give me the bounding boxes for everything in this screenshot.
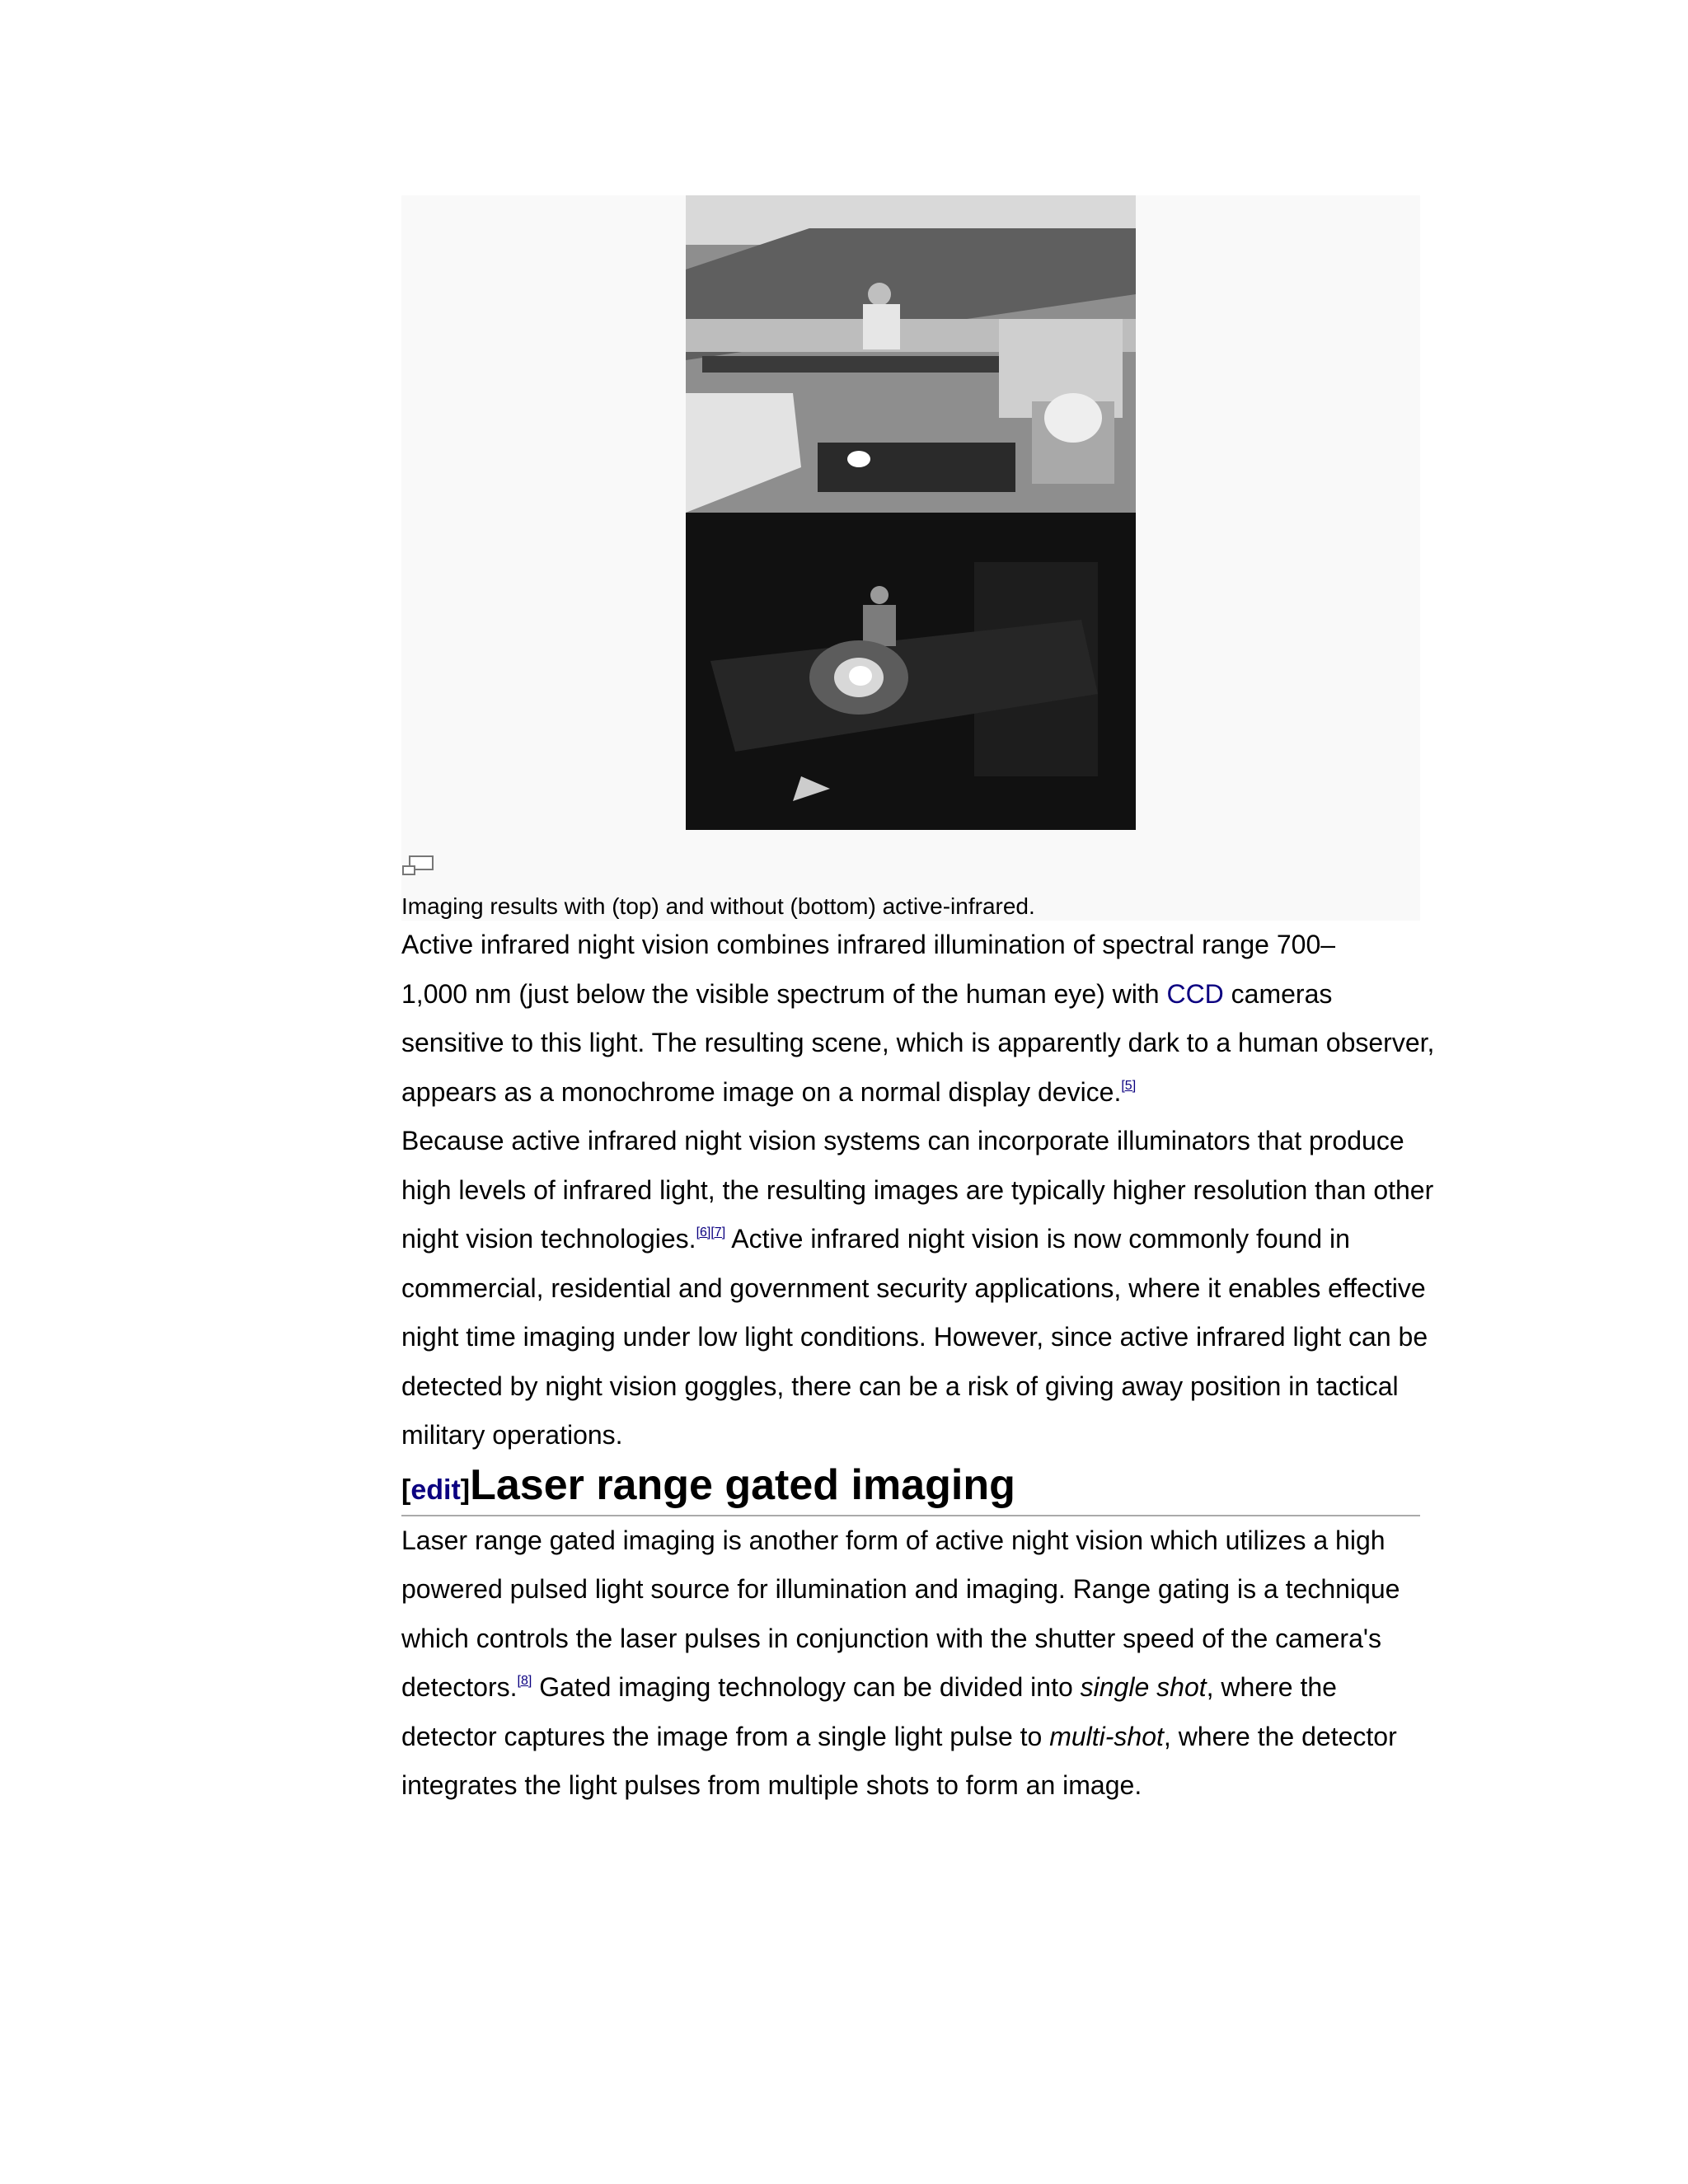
edit-bracket-open: [ bbox=[401, 1474, 411, 1506]
edit-section-link[interactable]: edit bbox=[410, 1474, 461, 1506]
reference-link[interactable]: [8] bbox=[517, 1674, 532, 1688]
reference-8[interactable] bbox=[518, 1674, 532, 1688]
text-line: military operations. bbox=[401, 1420, 623, 1450]
reference-link[interactable]: [5] bbox=[1121, 1078, 1137, 1093]
text-line: high levels of infrared light, the resulting images are typically higher resolution than other bbox=[401, 1174, 1434, 1205]
text-line: detected by night vision goggles, there can be a risk of giving away position in tactical bbox=[401, 1371, 1399, 1401]
reference-link[interactable]: [6] bbox=[696, 1226, 711, 1240]
reference-link[interactable]: [7] bbox=[710, 1226, 726, 1240]
text-line: powered pulsed light source for illumination and imaging. Range gating is a technique bbox=[401, 1574, 1400, 1604]
reference-5[interactable] bbox=[1121, 1079, 1136, 1093]
text-line: Active infrared night vision is now commonly found in bbox=[725, 1224, 1350, 1254]
text-line: detector captures the image from a single light pulse to bbox=[401, 1721, 1050, 1751]
text-line: integrates the light pulses from multiple shots to form an image. bbox=[401, 1770, 1142, 1800]
infrared-comparison-image[interactable] bbox=[686, 195, 1136, 830]
text-line: appears as a monochrome image on a normal display device. bbox=[401, 1076, 1122, 1107]
text-line: 1,000 nm (just below the visible spectrum of the human eye) with bbox=[401, 978, 1167, 1009]
emphasis-single-shot: single shot bbox=[1080, 1672, 1207, 1702]
photo-with-active-infrared bbox=[686, 195, 1136, 513]
paragraph-laser-range-gated bbox=[401, 1516, 1420, 1811]
text-line: cameras bbox=[1223, 978, 1333, 1009]
figure-caption: Imaging results with (top) and without (bottom) active-infrared. bbox=[401, 893, 1035, 919]
text-line: which controls the laser pulses in conjunction with the shutter speed of the camera's bbox=[401, 1623, 1381, 1653]
section-title: Laser range gated imaging bbox=[470, 1460, 1015, 1509]
text-line: Active infrared night vision combines infrared illumination of spectral range 700– bbox=[401, 930, 1336, 959]
text-line: , where the detector bbox=[1163, 1721, 1397, 1751]
link-ccd[interactable]: CCD bbox=[1166, 978, 1224, 1009]
paragraph-active-infrared bbox=[401, 921, 1435, 1117]
store-scene-dark bbox=[686, 513, 1136, 830]
section-heading bbox=[401, 1460, 1420, 1516]
text-line: Because active infrared night vision systems can incorporate illuminators that produce bbox=[401, 1126, 1404, 1155]
text-line: commercial, residential and government security applications, where it enables effective bbox=[401, 1272, 1426, 1303]
edit-bracket-close: ] bbox=[460, 1474, 471, 1506]
emphasis-multi-shot: multi-shot bbox=[1049, 1721, 1164, 1751]
text-line: , where the bbox=[1206, 1672, 1337, 1702]
photo-without-active-infrared bbox=[686, 513, 1136, 830]
paragraph-illuminators bbox=[401, 1117, 1434, 1460]
reference-7[interactable] bbox=[710, 1226, 725, 1240]
text-line: detectors. bbox=[401, 1672, 518, 1702]
reference-6[interactable] bbox=[696, 1226, 711, 1240]
text-line: sensitive to this light. The resulting scene, which is apparently dark to a human observer, bbox=[401, 1028, 1435, 1057]
text-line: Laser range gated imaging is another form of active night vision which utilizes a high bbox=[401, 1525, 1386, 1555]
store-scene-bright bbox=[686, 195, 1136, 513]
figure-thumbnail bbox=[401, 195, 1420, 921]
text-line: night vision technologies. bbox=[401, 1224, 696, 1254]
text-line: Gated imaging technology can be divided into bbox=[532, 1672, 1081, 1702]
article-content bbox=[401, 195, 1435, 1811]
text-line: night time imaging under low light conditions. However, since active infrared light can be bbox=[401, 1322, 1428, 1352]
magnify-icon[interactable] bbox=[401, 855, 434, 878]
